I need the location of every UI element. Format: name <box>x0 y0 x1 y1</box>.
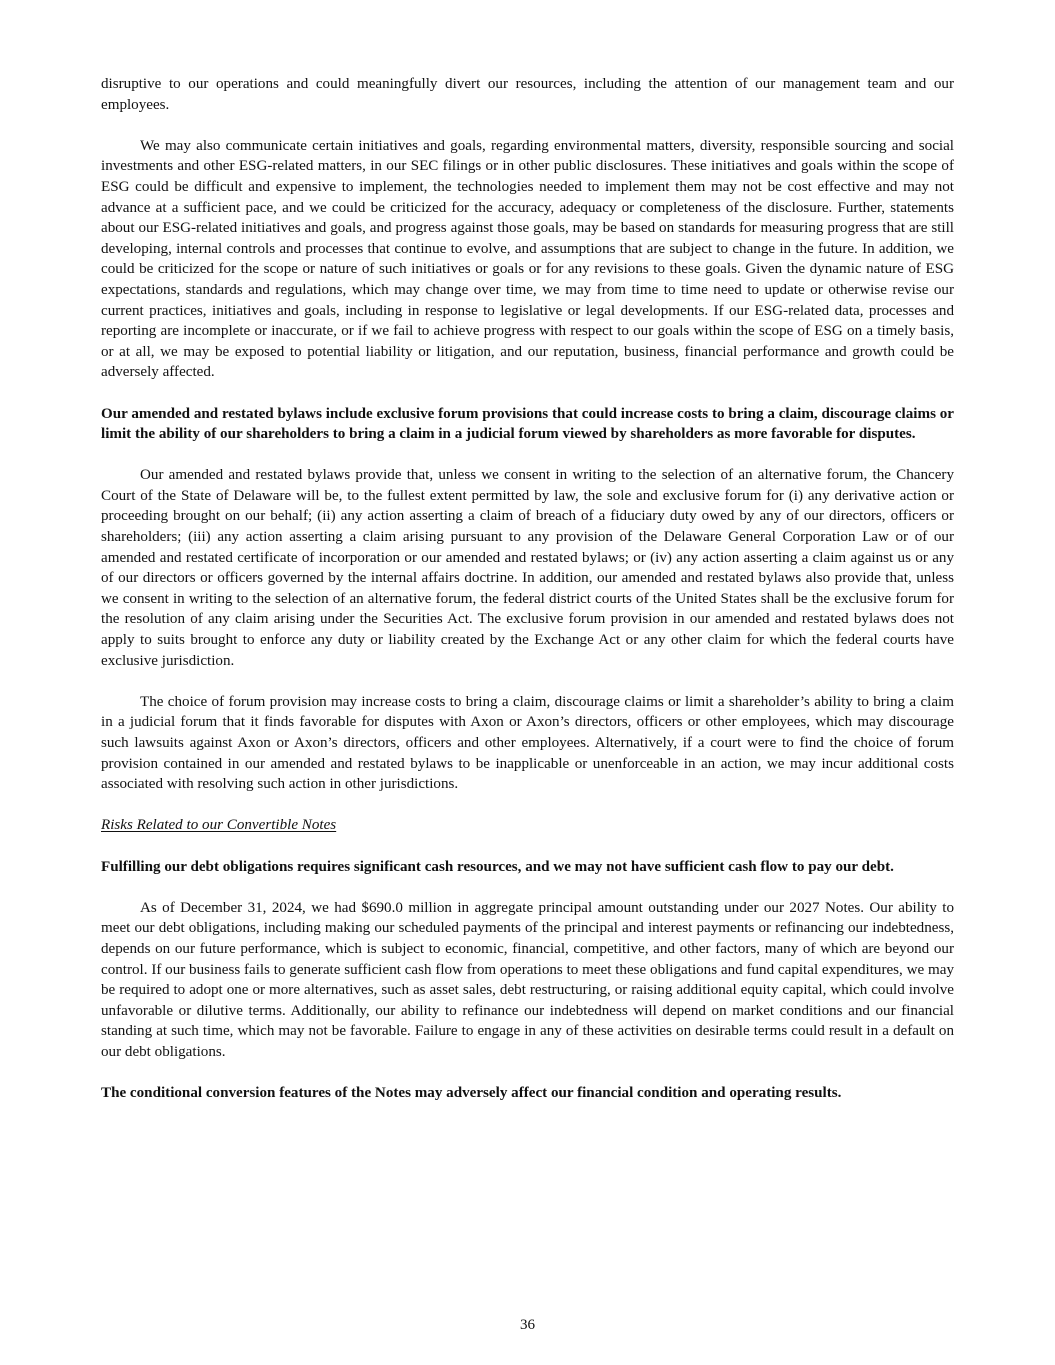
paragraph-esg-initiatives: We may also communicate certain initiatives and goals, regarding environmental matters, diversity, responsible sourcing and social investments and other ESG-related matters, in our SEC filings or in other public disclosures. These initiatives and goals within the scope of ESG could be difficult and expensive to implement, the technologies needed to implement them may not be cost effective and may not advance at a sufficient pace, and we could be criticized for the accuracy, adequacy or completeness of the disclosure. Further, statements about our ESG-related initiatives and goals, and progress against those goals, may be based on standards for measuring progress that are still developing, internal controls and processes that continue to evolve, and assumptions that are subject to change in the future. In addition, we could be criticized for the scope or nature of such initiatives or goals or for any revisions to these goals. Given the dynamic nature of ESG expectations, standards and regulations, which may change over time, we may from time to time need to update or otherwise revise our current practices, initiatives and goals, including in response to legislative or legal developments. If our ESG-related data, processes and reporting are incomplete or inaccurate, or if we fail to achieve progress with respect to our goals within the scope of ESG on a timely basis, or at all, we may be exposed to potential liability or litigation, and our reputation, business, financial performance and growth could be adversely affected. <box>101 137 954 381</box>
paragraph-choice-of-forum: The choice of forum provision may increase costs to bring a claim, discourage claims or limit a shareholder’s ability to bring a claim in a judicial forum that it finds favorable for disputes with Axon or Axon’s directors, officers or other employees, which may discourage such lawsuits against Axon or Axon’s directors, officers and other employees. Alternatively, if a court were to find the choice of forum provision contained in our amended and restated bylaws to be inapplicable or unenforceable in an action, we may incur additional costs associated with resolving such action in other jurisdictions. <box>101 693 954 793</box>
heading-debt-obligations: Fulfilling our debt obligations requires significant cash resources, and we may not have sufficient cash flow to pay our debt. <box>101 858 894 875</box>
document-body <box>101 74 954 1104</box>
paragraph-continuation: disruptive to our operations and could meaningfully divert our resources, including the attention of our management team and our employees. <box>101 76 954 113</box>
paragraph-debt-obligations: As of December 31, 2024, we had $690.0 million in aggregate principal amount outstanding under our 2027 Notes. Our ability to meet our debt obligations, including making our scheduled payments of the principal and interest payments or refinancing our indebtedness, depends on our future performance, which is subject to economic, financial, competitive, and other factors, many of which are beyond our control. If our business fails to generate sufficient cash flow from operations to meet these obligations and fund capital expenditures, we may be required to adopt one or more alternatives, such as asset sales, debt restructuring, or raising additional equity capital, which could involve unfavorable or dilutive terms. Additionally, our ability to refinance our indebtedness will depend on market conditions and our financial standing at such time, which may not be favorable. Failure to engage in any of these activities on desirable terms could result in a default on our debt obligations. <box>101 899 954 1060</box>
heading-conditional-conversion: The conditional conversion features of the Notes may adversely affect our financial condition and operating results. <box>101 1085 842 1102</box>
paragraph-bylaws-forum: Our amended and restated bylaws provide that, unless we consent in writing to the selection of an alternative forum, the Chancery Court of the State of Delaware will be, to the fullest extent permitted by law, the sole and exclusive forum for (i) any derivative action or proceeding brought on our behalf; (ii) any action asserting a claim of breach of a fiduciary duty owed by any of our directors, officers or shareholders; (iii) any action asserting a claim arising pursuant to any provision of the Delaware General Corporation Law or of our amended and restated certificate of incorporation or our amended and restated bylaws; or (iv) any action asserting a claim against us or any of our directors or officers governed by the internal affairs doctrine. In addition, our amended and restated bylaws also provide that, unless we consent in writing to the selection of an alternative forum, the federal district courts of the United States shall be the exclusive forum for the resolution of any claim arising under the Securities Act. The exclusive forum provision in our amended and restated bylaws does not apply to suits brought to enforce any duty or liability created by the Exchange Act or any other claim for which the federal courts have exclusive jurisdiction. <box>101 467 954 669</box>
heading-exclusive-forum: Our amended and restated bylaws include exclusive forum provisions that could increase costs to bring a claim, discourage claims or limit the ability of our shareholders to bring a claim in a judicial forum viewed by shareholders as more favorable for disputes. <box>101 405 954 443</box>
section-heading-convertible-notes <box>101 815 954 836</box>
section-heading-text: Risks Related to our Convertible Notes <box>101 817 337 834</box>
page-number: 36 <box>519 1317 536 1333</box>
